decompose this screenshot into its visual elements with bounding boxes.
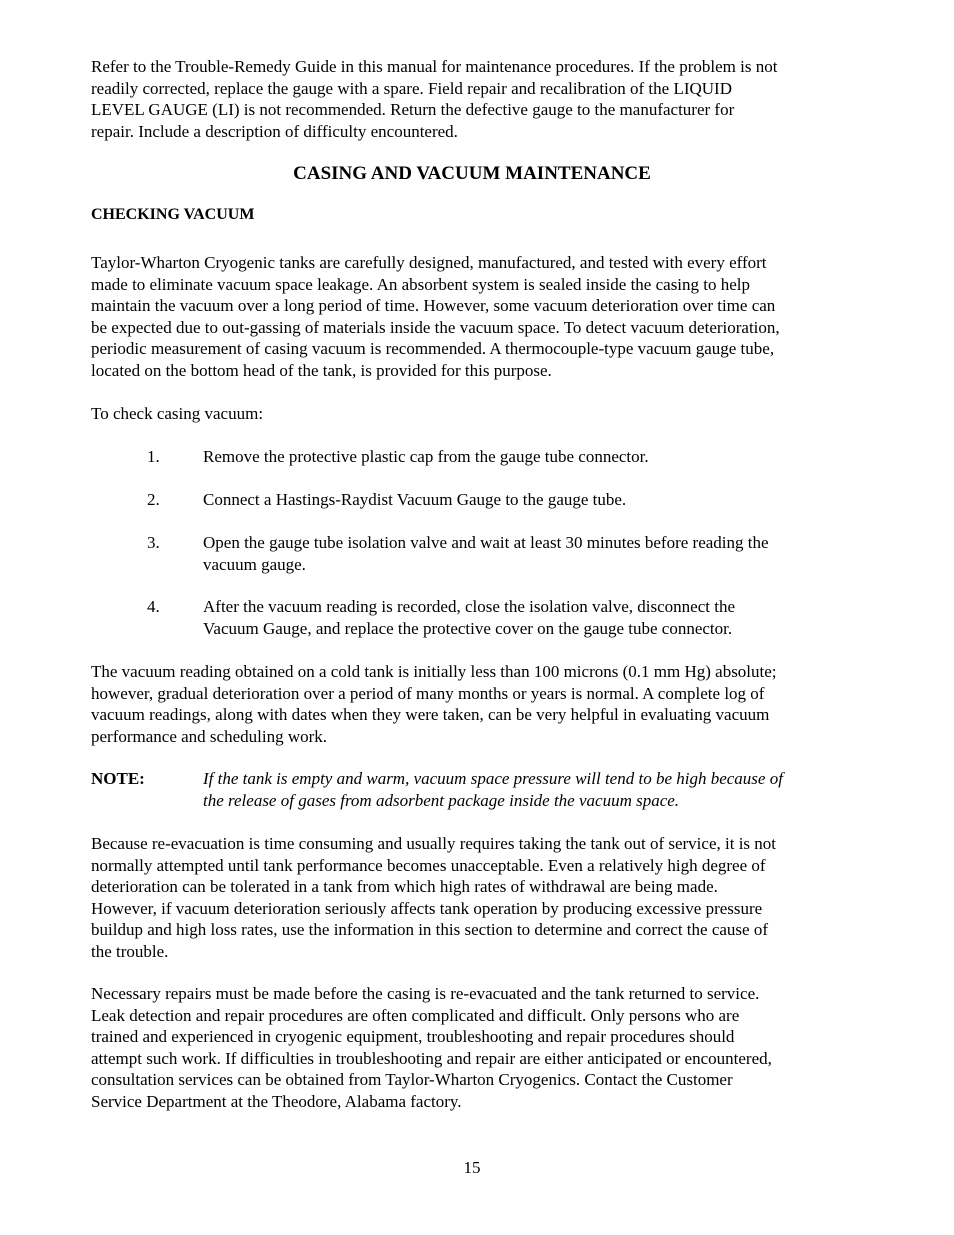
step-text: After the vacuum reading is recorded, close the isolation valve, disconnect the xyxy=(203,597,736,616)
page-number: 15 xyxy=(463,1158,481,1177)
text-line: To check casing vacuum: xyxy=(91,404,264,423)
step-text: Open the gauge tube isolation valve and wait at least 30 minutes before reading the xyxy=(203,533,769,552)
text-line: normally attempted until tank performance becomes unacceptable. Even a relatively high degree of xyxy=(91,855,766,875)
text-line: vacuum readings, along with dates when they were taken, can be very helpful in evaluating vacuum xyxy=(91,705,770,724)
paragraph xyxy=(91,403,263,425)
step-text: vacuum gauge. xyxy=(203,554,306,574)
note-text: the release of gases from adsorbent package inside the vacuum space. xyxy=(203,791,680,810)
text-line: The vacuum reading obtained on a cold tank is initially less than 100 microns (0.1 mm Hg) absolute; xyxy=(91,662,777,681)
text-line: Because re-evacuation is time consuming and usually requires taking the tank out of service, it is not xyxy=(91,834,777,853)
text-line: performance and scheduling work. xyxy=(91,726,328,746)
note-label: NOTE: xyxy=(91,769,145,788)
text-line: LEVEL GAUGE (LI) is not recommended. Return the defective gauge to the manufacturer for xyxy=(91,100,735,119)
text-line: maintain the vacuum over a long period of time. However, some vacuum deterioration over time can xyxy=(91,296,776,315)
text-line: However, if vacuum deterioration seriously affects tank operation by producing excessive pressure xyxy=(91,898,763,918)
step-number: 1. xyxy=(147,447,160,466)
text-line: consultation services can be obtained from Taylor-Wharton Cryogenics. Contact the Customer xyxy=(91,1070,733,1089)
text-line: deterioration can be tolerated in a tank from which high rates of withdrawal are being made. xyxy=(91,877,718,896)
text-line: readily corrected, replace the gauge with a spare. Field repair and recalibration of the LIQUID xyxy=(91,78,732,98)
text-line: repair. Include a description of difficulty encountered. xyxy=(91,121,458,141)
paragraph xyxy=(91,983,772,1112)
subsection-heading: CHECKING VACUUM xyxy=(91,206,255,223)
step-number: 4. xyxy=(147,597,160,616)
text-line: be expected due to out-gassing of materials inside the vacuum space. To detect vacuum deterioration, xyxy=(91,317,780,337)
note-text: If the tank is empty and warm, vacuum space pressure will tend to be high because of xyxy=(203,769,783,788)
text-line: located on the bottom head of the tank, is provided for this purpose. xyxy=(91,360,552,380)
paragraph xyxy=(91,661,777,747)
text-line: Necessary repairs must be made before the casing is re-evacuated and the tank returned to service. xyxy=(91,984,760,1003)
text-line: attempt such work. If difficulties in troubleshooting and repair are either anticipated or encountered, xyxy=(91,1048,772,1068)
paragraph xyxy=(91,833,776,962)
step-text: Remove the protective plastic cap from the gauge tube connector. xyxy=(203,447,649,466)
text-line: periodic measurement of casing vacuum is recommended. A thermocouple-type vacuum gauge tube, xyxy=(91,339,775,358)
text-line: Refer to the Trouble-Remedy Guide in this manual for maintenance procedures. If the problem is not xyxy=(91,57,778,76)
text-line: Service Department at the Theodore, Alabama factory. xyxy=(91,1091,462,1111)
text-line: made to eliminate vacuum space leakage. An absorbent system is sealed inside the casing to help xyxy=(91,274,751,294)
text-line: the trouble. xyxy=(91,941,169,961)
step-text: Vacuum Gauge, and replace the protective cover on the gauge tube connector. xyxy=(203,618,733,638)
step-number: 2. xyxy=(147,490,160,509)
text-line: buildup and high loss rates, use the information in this section to determine and correct the cause of xyxy=(91,920,768,939)
step-text: Connect a Hastings-Raydist Vacuum Gauge to the gauge tube. xyxy=(203,490,627,509)
text-line: Taylor-Wharton Cryogenic tanks are carefully designed, manufactured, and tested with every effort xyxy=(91,253,767,272)
paragraph xyxy=(91,252,780,381)
text-line: Leak detection and repair procedures are often complicated and difficult. Only persons who are xyxy=(91,1005,740,1025)
section-heading: CASING AND VACUUM MAINTENANCE xyxy=(293,163,651,184)
text-line: trained and experienced in cryogenic equipment, troubleshooting and repair procedures should xyxy=(91,1027,735,1046)
text-line: however, gradual deterioration over a period of many months or years is normal. A complete log of xyxy=(91,683,765,703)
paragraph xyxy=(91,56,777,142)
step-number: 3. xyxy=(147,533,160,552)
